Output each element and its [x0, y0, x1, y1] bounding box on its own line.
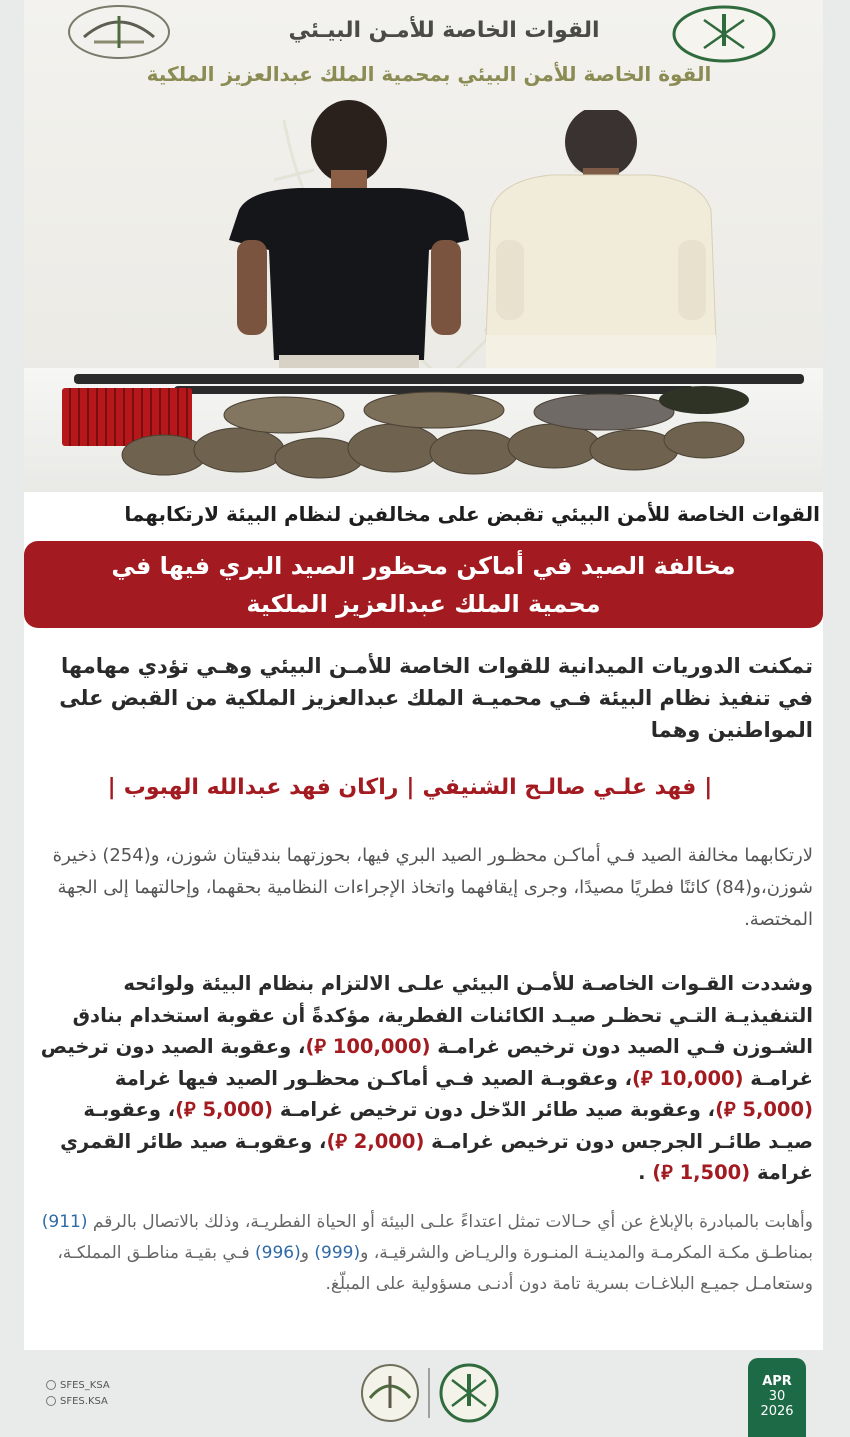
reporting-text: وأهابت بالمبادرة بالإبلاغ عن أي حـالات تمثل اعتداءً علـى البيئة أو الحياة الفطريـة، وذلك بالاتصال بالرقم	[87, 1212, 813, 1232]
date-badge	[748, 1358, 806, 1437]
penalty-text: .	[638, 1161, 653, 1184]
fine-amount: (10,000 ⃁)	[632, 1066, 744, 1090]
penalty-text: ، وعقوبـة الصيد فـي أماكـن محظـور الصيد فيها غرامة	[114, 1066, 633, 1090]
suspect-name-1: فهد علـي صالـح الشنيفي	[422, 775, 697, 800]
date-month: APR	[762, 1374, 792, 1389]
name-divider: |	[406, 775, 415, 800]
violation-line-1: مخالفة الصيد في أماكن محظور الصيد البري فيها في	[111, 552, 736, 580]
date-year: 2026	[760, 1404, 794, 1419]
reporting-text: فـي بقيـة مناطـق المملكـة، وستعامـل جميـع البلاغـات بسرية تامة دون أدنـى مسؤولية على المبلّغ.	[57, 1243, 813, 1294]
fine-amount: (5,000 ⃁)	[715, 1098, 813, 1121]
fine-amount: (1,500 ⃁)	[652, 1161, 751, 1184]
date-day: 30	[768, 1389, 786, 1404]
reporting-text: و	[300, 1243, 315, 1263]
banner-title: القوات الخاصة للأمـن البيـئي	[288, 18, 600, 43]
reporting-paragraph	[40, 1207, 813, 1300]
banner-subtitle: القوة الخاصة للأمن البيئي بمحمية الملك عبدالعزيز الملكية	[146, 62, 712, 86]
social-label: SFES_KSA	[60, 1380, 110, 1391]
x-icon	[46, 1380, 56, 1390]
suspect-name-2: راكان فهد عبدالله الهبوب	[123, 775, 399, 800]
fine-amount: (2,000 ⃁)	[326, 1129, 425, 1153]
details-paragraph: لارتكابهما مخالفة الصيد فـي أماكـن محظـور الصيد البري فيها، بحوزتهما بندقيتان شوزن، و(254) ذخيرة شوزن،و(84) كائنًا فطريًا مصيدًا، وجرى إيقافهما واتخاذ الإجراءات النظامية بحقهما، وإحالتهما إلى الجهة المختصة.	[52, 845, 813, 930]
ministry-emblem-icon	[669, 4, 779, 64]
penalty-text: ، وعقوبـة صيد طائر القمري غرامة	[60, 1129, 813, 1184]
name-divider: |	[704, 775, 713, 800]
penalties-paragraph	[40, 968, 813, 1189]
penalty-text: ، وعقوبـة صيـد طائـر الجرجس دون ترخيص غرامـة	[83, 1098, 813, 1153]
phone-number: (999)	[314, 1243, 361, 1263]
social-handles	[46, 1378, 110, 1410]
social-handle-x[interactable]	[46, 1378, 110, 1394]
special-forces-logo-icon	[362, 1365, 418, 1421]
violation-line-2: محمية الملك عبدالعزيز الملكية	[246, 590, 601, 618]
violation-banner	[24, 541, 823, 628]
fine-amount: (5,000 ⃁)	[175, 1098, 274, 1121]
social-label: SFES.KSA	[60, 1396, 108, 1407]
phone-number: (911)	[41, 1212, 88, 1232]
seized-birds-pile	[104, 380, 754, 480]
footer-logos	[352, 1360, 502, 1426]
suspect-two-figure	[476, 110, 726, 370]
news-photo	[24, 0, 823, 492]
intro-paragraph: تمكنت الدوريات الميدانية للقوات الخاصة للأمـن البيئي وهـي تؤدي مهامها في تنفيذ نظام البيئة فـي محميـة الملك عبدالعزيز الملكية من القبض على المواطنين وهما	[59, 654, 813, 742]
special-forces-emblem-icon	[64, 2, 174, 62]
name-divider: |	[107, 775, 116, 800]
fine-amount: (100,000 ⃁)	[305, 1035, 431, 1058]
news-headline: القوات الخاصة للأمن البيئي تقبض على مخالفين لنظام البيئة لارتكابهما	[124, 502, 820, 526]
ministry-logo-icon	[441, 1365, 497, 1421]
suspect-one-figure	[219, 100, 479, 380]
penalty-text: ، وعقوبة صيد طائر الدّخل دون ترخيص غرامـة	[273, 1098, 716, 1121]
reporting-text: بمناطـق مكـة المكرمـة والمدينـة المنـورة والريـاض والشرقيـة، و	[360, 1243, 813, 1263]
instagram-icon	[46, 1396, 56, 1406]
suspect-names	[40, 775, 780, 800]
social-handle-instagram[interactable]	[46, 1394, 110, 1410]
penalty-text: ، وعقوبة الصيد دون ترخيص غرامـة	[40, 1035, 813, 1090]
penalty-text: وشددت القـوات الخاصـة للأمـن البيئي علـى الالتزام بنظام البيئة ولوائحه التنفيذيـة التـي تحظـر صيـد الكائنات الفطرية، مؤكدةً أن عقوبة استخدام بنادق الشـوزن فـي الصيد دون ترخيص غرامـة	[72, 972, 813, 1058]
phone-number: (996)	[255, 1243, 301, 1263]
